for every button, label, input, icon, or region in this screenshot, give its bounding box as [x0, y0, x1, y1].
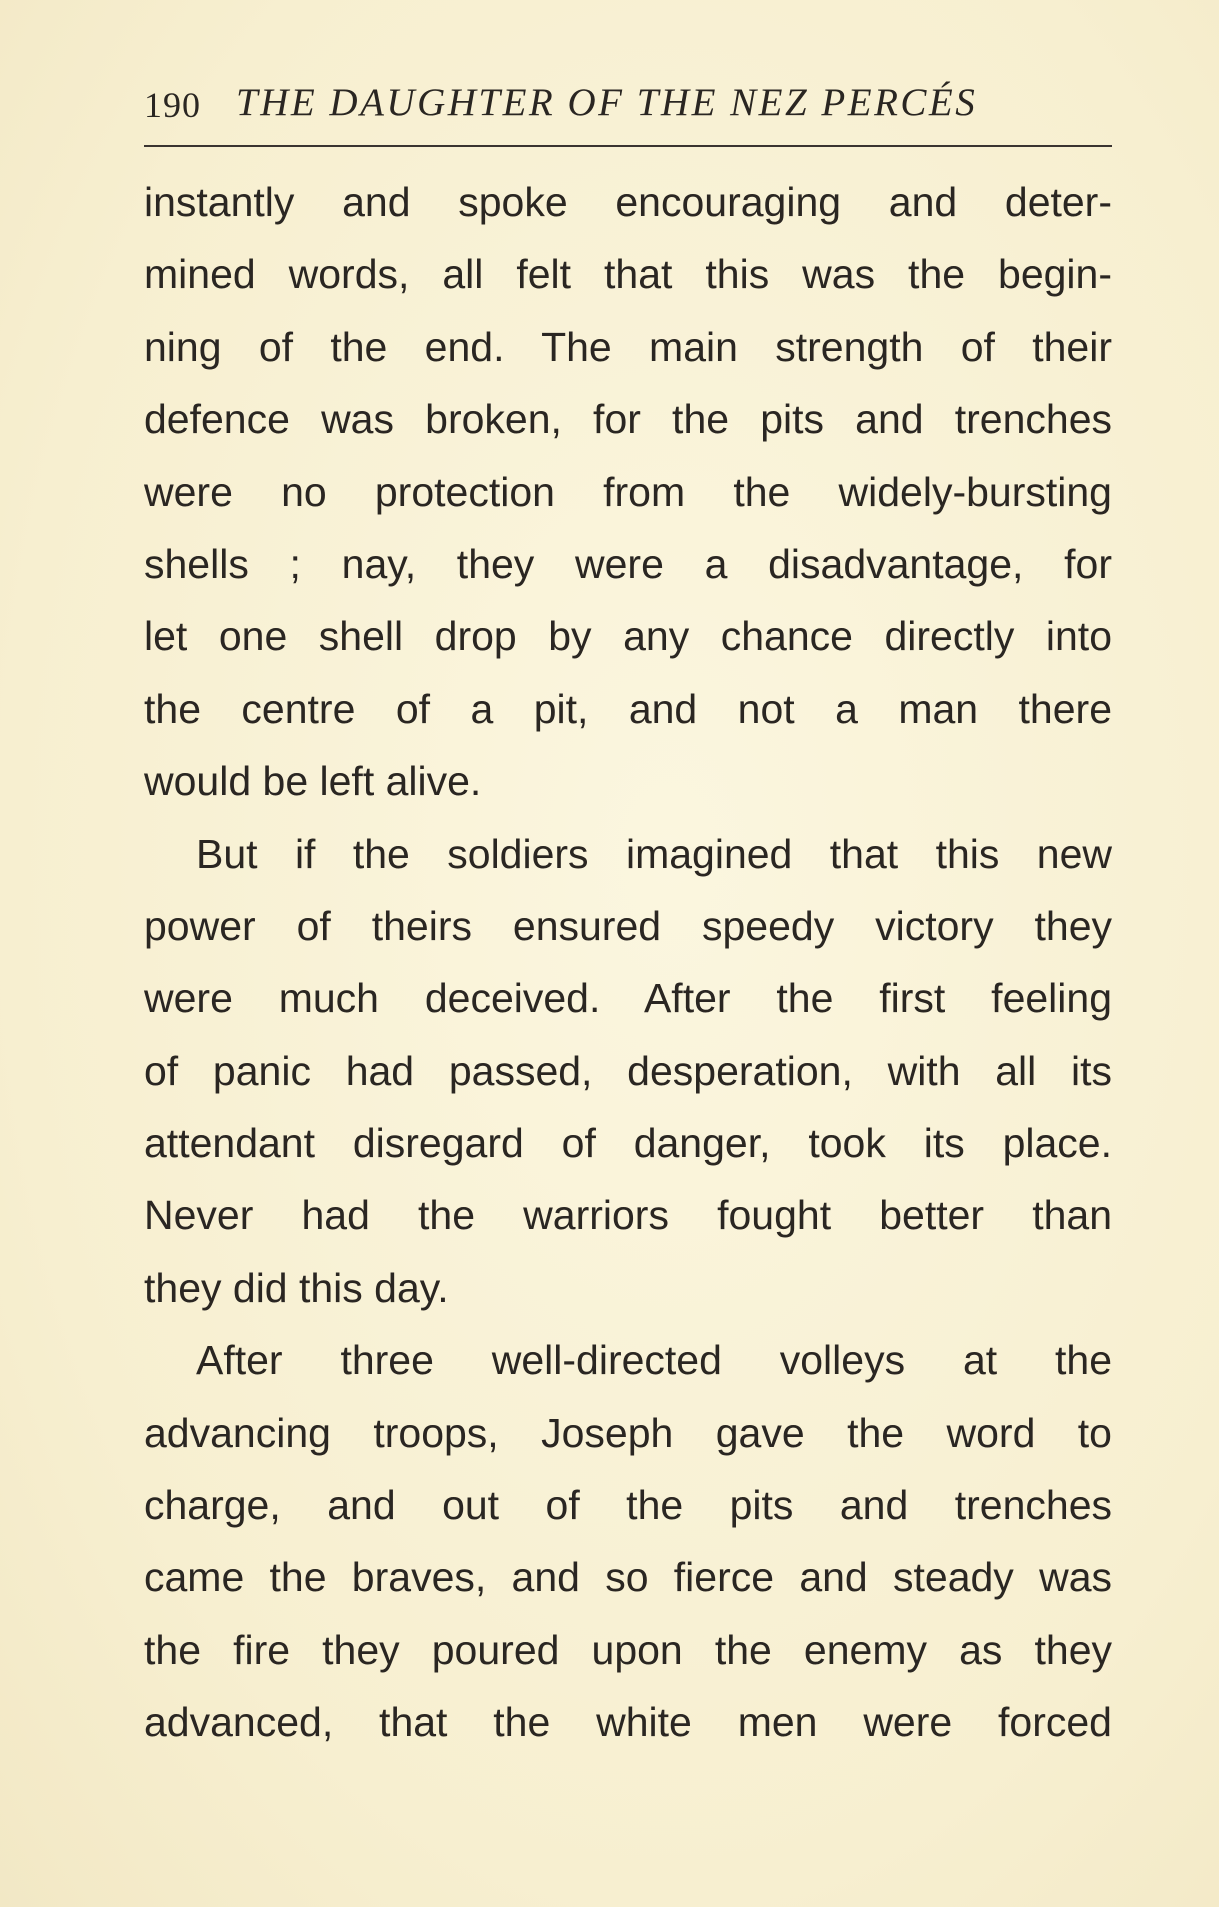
text-line: mined words, all felt that this was the begin- — [144, 251, 1112, 298]
text-line: were no protection from the widely-bursting — [144, 468, 1112, 515]
text-line: charge, and out of the pits and trenches — [144, 1482, 1112, 1529]
text-line: let one shell drop by any chance directly into — [144, 613, 1112, 660]
text-line: the fire they poured upon the enemy as they — [144, 1626, 1112, 1673]
text-line: After three well-directed volleys at the — [196, 1337, 1112, 1384]
body-text — [144, 166, 1112, 1759]
text-line: the centre of a pit, and not a man there — [144, 685, 1112, 732]
text-line: of panic had passed, desperation, with all its — [144, 1047, 1112, 1094]
text-line: were much deceived. After the first feeling — [144, 975, 1112, 1022]
text-line: defence was broken, for the pits and trenches — [144, 396, 1112, 443]
running-head — [144, 80, 1112, 130]
book-title: THE DAUGHTER OF THE NEZ PERCÉS — [236, 81, 978, 124]
text-line: they did this day. — [144, 1264, 449, 1311]
page-number: 190 — [144, 85, 201, 125]
header-rule — [144, 145, 1112, 147]
text-line: would be left alive. — [144, 758, 482, 805]
text-line: Never had the warriors fought better than — [144, 1192, 1112, 1239]
text-line: advanced, that the white men were forced — [144, 1699, 1112, 1746]
text-line: ning of the end. The main strength of their — [144, 323, 1112, 370]
text-line: attendant disregard of danger, took its place. — [144, 1120, 1112, 1167]
text-line: advancing troops, Joseph gave the word to — [144, 1409, 1112, 1456]
text-line: shells ; nay, they were a disadvantage, for — [144, 540, 1112, 587]
text-line: power of theirs ensured speedy victory they — [144, 902, 1112, 949]
text-line: instantly and spoke encouraging and deter- — [144, 179, 1112, 225]
text-line: But if the soldiers imagined that this new — [196, 830, 1112, 877]
text-line: came the braves, and so fierce and steady was — [144, 1554, 1112, 1601]
